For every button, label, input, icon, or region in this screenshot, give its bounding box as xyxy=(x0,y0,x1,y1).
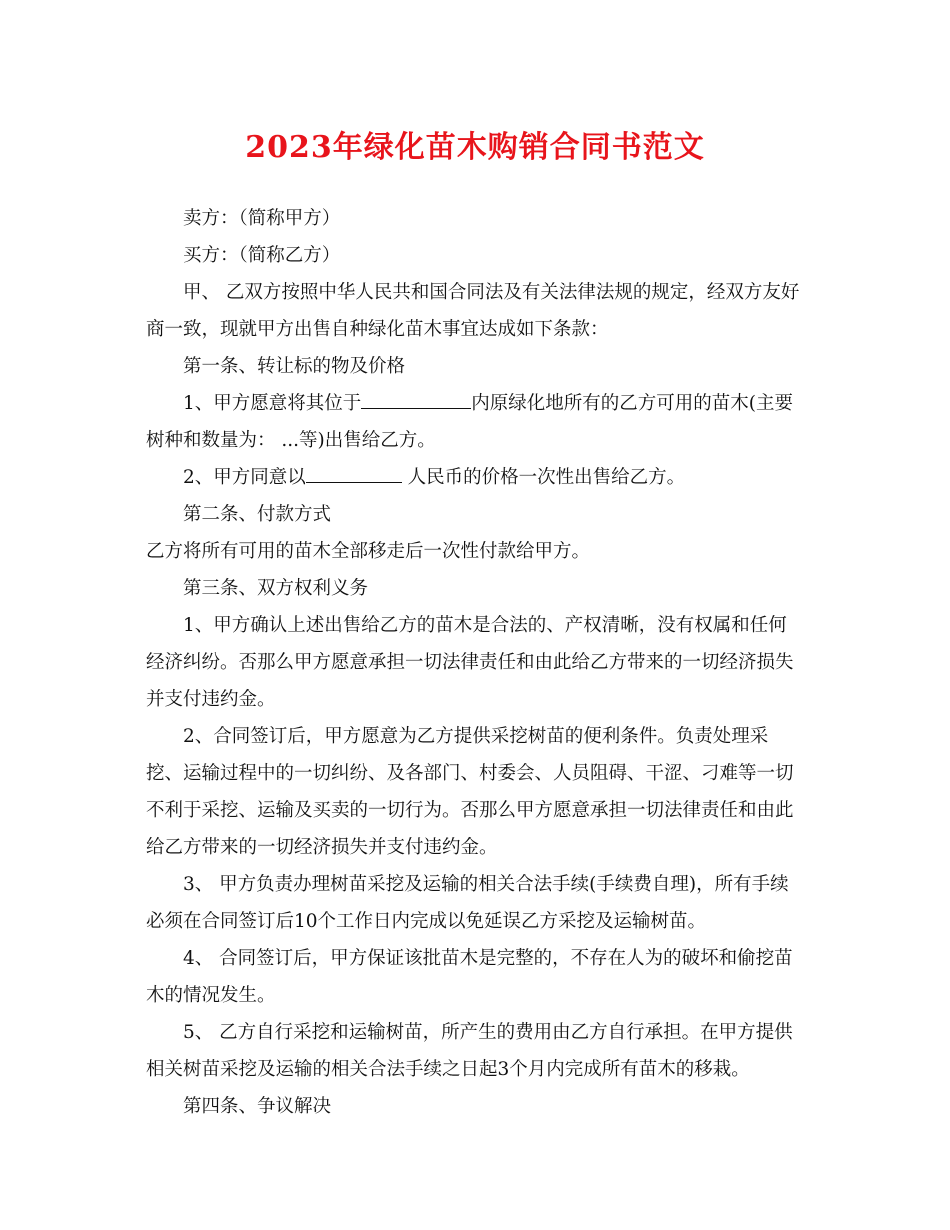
clause-text: 内原绿化地所有的乙方可用的苗木(主要 xyxy=(471,393,794,414)
document-title: 2023年绿化苗木购销合同书范文 xyxy=(245,130,705,165)
clause-text: 2、甲方同意以 xyxy=(183,467,306,488)
clause-text: 人民币的价格一次性出售给乙方。 xyxy=(401,467,686,488)
clause-text: 1、甲方愿意将其位于 xyxy=(183,393,362,414)
article-3-clause-4-line-2: 木的情况发生。 xyxy=(146,985,276,1006)
article-3-clause-2-line-3: 不利于采挖、运输及买卖的一切行为。否那么甲方愿意承担一切法律责任和由此 xyxy=(146,800,794,821)
article-4-heading: 第四条、争议解决 xyxy=(183,1096,332,1117)
article-2-body: 乙方将所有可用的苗木全部移走后一次性付款给甲方。 xyxy=(146,541,591,562)
price-blank[interactable] xyxy=(306,460,402,483)
article-3-clause-1-line-2: 经济纠纷。否那么甲方愿意承担一切法律责任和由此给乙方带来的一切经济损失 xyxy=(146,652,794,673)
article-3-clause-3-line-2: 必须在合同签订后10个工作日内完成以免延误乙方采挖及运输树苗。 xyxy=(146,911,707,932)
seller-line: 卖方：（简称甲方） xyxy=(183,208,341,229)
article-1-clause-2 xyxy=(146,459,802,496)
article-3-clause-2-line-2: 挖、运输过程中的一切纠纷、及各部门、村委会、人员阻碍、干涩、刁难等一切 xyxy=(146,763,794,784)
contract-body xyxy=(146,200,802,1125)
buyer-line: 买方：（简称乙方） xyxy=(183,245,341,266)
article-3-clause-3-line-1: 3、 甲方负责办理树苗采挖及运输的相关合法手续(手续费自理)，所有手续 xyxy=(183,874,789,895)
location-blank[interactable] xyxy=(361,386,471,409)
article-3-clause-5-line-2: 相关树苗采挖及运输的相关合法手续之日起3个月内完成所有苗木的移栽。 xyxy=(146,1059,750,1080)
article-3-clause-5-line-1: 5、 乙方自行采挖和运输树苗，所产生的费用由乙方自行承担。在甲方提供 xyxy=(183,1022,793,1043)
article-3-clause-1-line-3: 并支付违约金。 xyxy=(146,689,276,710)
article-3-clause-1-line-1: 1、甲方确认上述出售给乙方的苗木是合法的、产权清晰，没有权属和任何 xyxy=(183,615,787,636)
article-1-clause-1-line-2: 树种和数量为： ...等)出售给乙方。 xyxy=(146,430,436,451)
article-3-clause-2-line-4: 给乙方带来的一切经济损失并支付违约金。 xyxy=(146,837,498,858)
article-1-heading: 第一条、转让标的物及价格 xyxy=(183,356,406,377)
preamble-line-1: 甲、 乙双方按照中华人民共和国合同法及有关法律法规的规定，经双方友好 xyxy=(183,282,800,303)
article-2-heading: 第二条、付款方式 xyxy=(183,504,332,525)
article-1-clause-1-line-1 xyxy=(146,385,802,422)
article-3-clause-2-line-1: 2、合同签订后，甲方愿意为乙方提供采挖树苗的便利条件。负责处理采 xyxy=(183,726,769,747)
article-3-heading: 第三条、双方权利义务 xyxy=(183,578,369,599)
preamble-line-2: 商一致，现就甲方出售自种绿化苗木事宜达成如下条款： xyxy=(146,319,609,340)
article-3-clause-4-line-1: 4、 合同签订后，甲方保证该批苗木是完整的，不存在人为的破坏和偷挖苗 xyxy=(183,948,793,969)
